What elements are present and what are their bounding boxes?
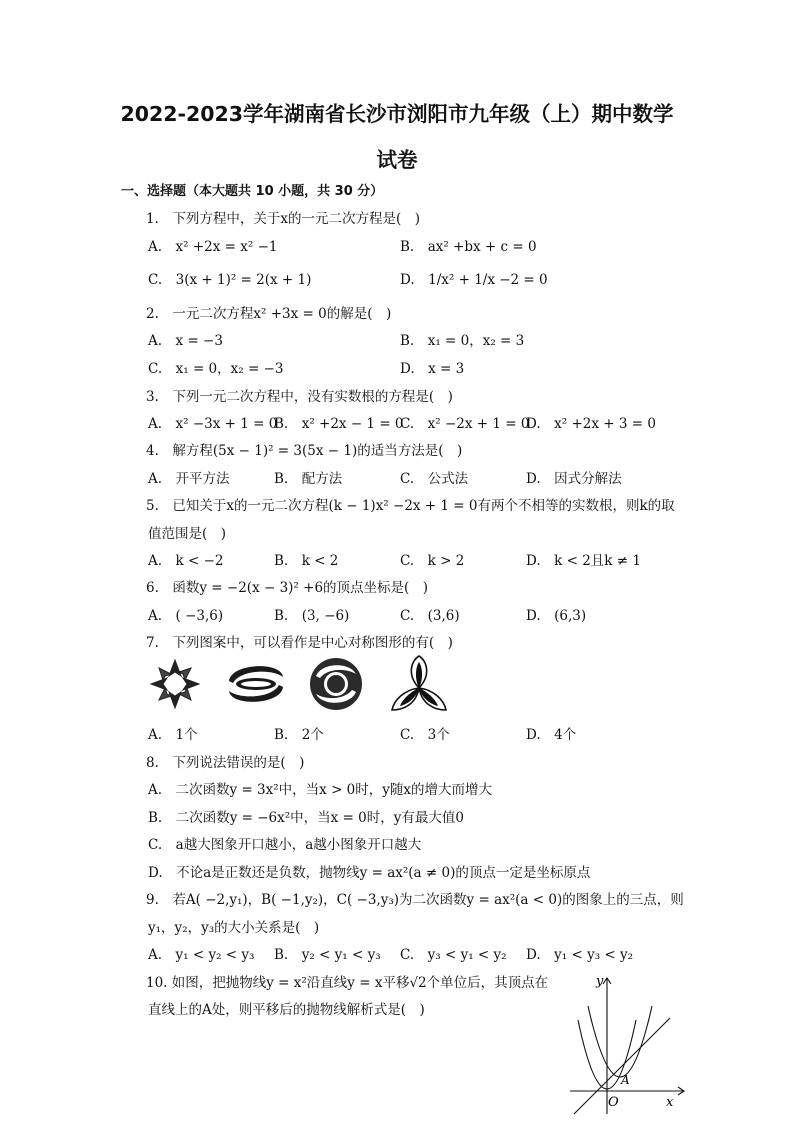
q6-option-d: D. (6,3) [526,608,587,624]
q3-stem: 3. 下列一元二次方程中，没有实数根的方程是( ) [146,389,453,405]
pattern-figure-2 [223,655,289,713]
q6-stem: 6. 函数y = −2(x − 3)² +6的顶点坐标是( ) [146,580,429,596]
q8-option-a: A. 二次函数y = 3x²中，当x > 0时，y随x的增大而增大 [148,782,493,798]
q4-option-b: B. 配方法 [274,471,343,487]
q2-stem: 2. 一元二次方程x² +3x = 0的解是( ) [146,306,392,322]
section-heading: 一、选择题（本大题共 10 小题，共 30 分） [121,184,384,199]
q4-option-a: A. 开平方法 [148,471,230,487]
q8-option-d: D. 不论a是正数还是负数，抛物线y = ax²(a ≠ 0)的顶点一定是坐标原点 [148,865,591,881]
parabola-graph [560,968,690,1118]
origin-label: O [608,1095,619,1110]
q6-option-a: A. ( −3,6) [148,608,224,624]
q4-option-d: D. 因式分解法 [526,471,622,487]
q5-option-b: B. k < 2 [274,553,339,569]
q10-stem-line2: 直线上的A处，则平移后的抛物线解析式是( ) [148,1002,425,1018]
q2-option-a: A. x = −3 [148,333,223,349]
q5-option-d: D. k < 2且k ≠ 1 [526,553,641,569]
q3-option-b: B. x² +2x − 1 = 0 [274,416,404,432]
q7-option-b: B. 2个 [274,727,324,743]
q1-option-c: C. 3(x + 1)² = 2(x + 1) [148,272,312,288]
q8-stem: 8. 下列说法错误的是( ) [146,755,305,771]
x-axis-label: x [666,1095,674,1110]
q3-option-a: A. x² −3x + 1 = 0 [148,416,278,432]
q1-option-b: B. ax² +bx + c = 0 [400,239,537,255]
q1-stem: 1. 下列方程中，关于x的一元二次方程是( ) [146,211,421,227]
translated-parabola [588,1006,652,1077]
q7-option-d: D. 4个 [526,727,577,743]
q9-option-d: D. y₁ < y₃ < y₂ [526,947,634,963]
exam-title-line2: 试卷 [376,148,418,172]
q9-option-a: A. y₁ < y₂ < y₃ [148,947,255,963]
q5-stem-line2: 值范围是( ) [148,526,227,542]
q3-option-c: C. x² −2x + 1 = 0 [400,416,530,432]
q7-stem: 7. 下列图案中，可以看作是中心对称图形的有( ) [146,635,453,651]
q2-option-b: B. x₁ = 0，x₂ = 3 [400,333,525,349]
q4-option-c: C. 公式法 [400,471,469,487]
q10-stem-line1: 10. 如图，把抛物线y = x²沿直线y = x平移√2个单位后，其顶点在 [146,975,549,991]
q3-option-d: D. x² +2x + 3 = 0 [526,416,656,432]
y-axis-label: y [596,974,604,989]
q9-option-b: B. y₂ < y₁ < y₃ [274,947,381,963]
q5-option-c: C. k > 2 [400,553,465,569]
line-y-equals-x [574,1018,670,1114]
q6-option-b: B. (3, −6) [274,608,350,624]
q1-option-d: D. 1/x² + 1/x −2 = 0 [400,272,548,288]
q7-option-a: A. 1个 [148,727,198,743]
q1-option-a: A. x² +2x = x² −1 [148,239,278,255]
q9-stem-line1: 9. 若A( −2,y₁)，B( −1,y₂)，C( −3,y₃)为二次函数y = ax²(a < 0)的图象上的三点，则 [146,892,684,908]
pattern-figure-1 [145,654,205,714]
pattern-figure-4 [386,654,452,714]
q7-option-c: C. 3个 [400,727,450,743]
q9-stem-line2: y₁，y₂，y₃的大小关系是( ) [148,920,320,936]
pattern-figure-3 [306,654,366,714]
point-a-label: A [621,1073,630,1087]
q2-option-d: D. x = 3 [400,361,465,377]
q8-option-b: B. 二次函数y = −6x²中，当x = 0时，y有最大值0 [148,810,464,826]
q9-option-c: C. y₃ < y₁ < y₂ [400,947,507,963]
q4-stem: 4. 解方程(5x − 1)² = 3(5x − 1)的适当方法是( ) [146,443,463,459]
q5-stem-line1: 5. 已知关于x的一元二次方程(k − 1)x² −2x + 1 = 0有两个不相等的实数根，则k的取 [146,498,675,514]
q2-option-c: C. x₁ = 0，x₂ = −3 [148,361,284,377]
exam-title-line1: 2022-2023学年湖南省长沙市浏阳市九年级（上）期中数学 [120,102,674,126]
q8-option-c: C. a越大图象开口越小，a越小图象开口越大 [148,837,422,853]
q6-option-c: C. (3,6) [400,608,460,624]
q5-option-a: A. k < −2 [148,553,224,569]
